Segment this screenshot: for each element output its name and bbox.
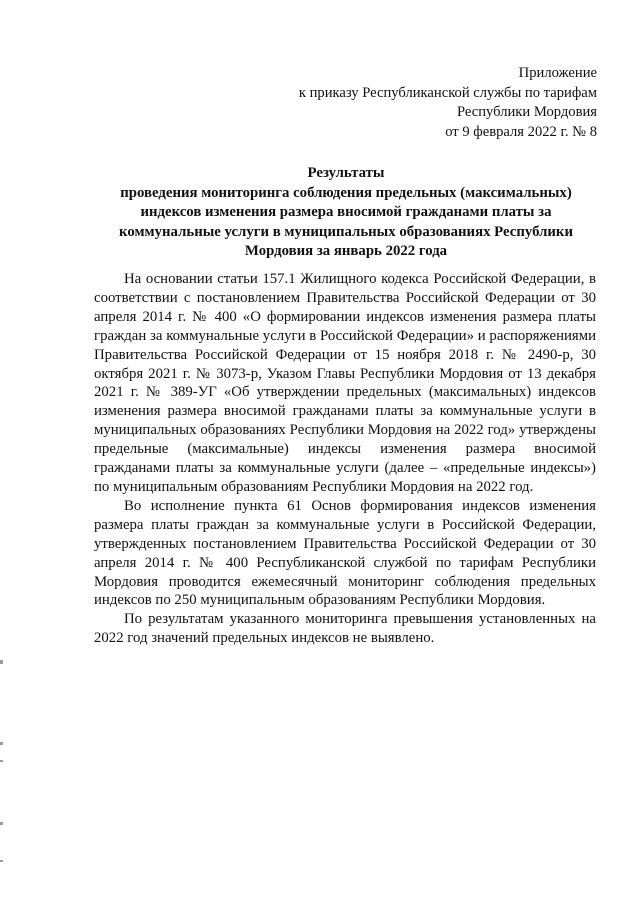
body-paragraph: По результатам указанного мониторинга превышения установленных на 2022 год значений предельных индексов не выявлено. xyxy=(94,611,596,647)
scan-edge-mark xyxy=(0,822,3,825)
scan-edge-mark xyxy=(0,760,3,762)
body-paragraph: На основании статьи 157.1 Жилищного кодекса Российской Федерации, в соответствии с постановлением Правительства Российской Федерации от 30 апреля 2014 г. № 400 «О формировании индексов изменения размера платы граждан за коммунальные услуги в Российской Федерации» и распоряжениями Правительства Российской Федерации от 15 ноября 2018 г. № 2490-р, 30 октября 2021 г. № 3073-р, Указом Главы Республики Мордовия от 13 декабря 2021 г. № 389-УГ «Об утверждении предельных (максимальных) индексов изменения размера вносимой гражданами платы за коммунальные услуги в муниципальных образованиях Республики Мордовия на 2022 год» утверждены предельные (максимальные) индексы изменения размера вносимой гражданами платы за коммунальные услуги (далее – «предельные индексы») по муниципальным образованиям Республики Мордовия на 2022 год. xyxy=(94,271,596,495)
scan-edge-mark xyxy=(0,742,3,745)
appendix-line: Приложение xyxy=(518,65,597,81)
title-line: Результаты xyxy=(307,165,385,181)
document-body xyxy=(94,270,596,648)
appendix-line: от 9 февраля 2022 г. № 8 xyxy=(445,123,597,140)
scan-edge-mark xyxy=(0,660,3,664)
title-line: коммунальные услуги в муниципальных образованиях Республики xyxy=(119,223,573,240)
appendix-line: Республики Мордовия xyxy=(456,104,597,120)
title-line: индексов изменения размера вносимой гражданами платы за xyxy=(140,204,552,220)
body-paragraph: Во исполнение пункта 61 Основ формирования индексов изменения размера платы граждан за коммунальные услуги в Российской Федерации, утвержденных постановлением Правительства Российской Федерации от 30 апреля 2014 г. № 400 Республиканской службой по тарифам Республики Мордовия проводится ежемесячный мониторинг соблюдения предельных индексов по 250 муниципальным образованиям Республики Мордовия. xyxy=(94,497,596,609)
scan-edge-mark xyxy=(0,860,3,862)
appendix-line: к приказу Республиканской службы по тарифам xyxy=(298,84,597,101)
title-line: Мордовия за январь 2022 года xyxy=(244,243,448,259)
document-title xyxy=(96,164,596,262)
title-line: проведения мониторинга соблюдения предельных (максимальных) xyxy=(120,184,572,201)
appendix-block xyxy=(299,64,597,142)
